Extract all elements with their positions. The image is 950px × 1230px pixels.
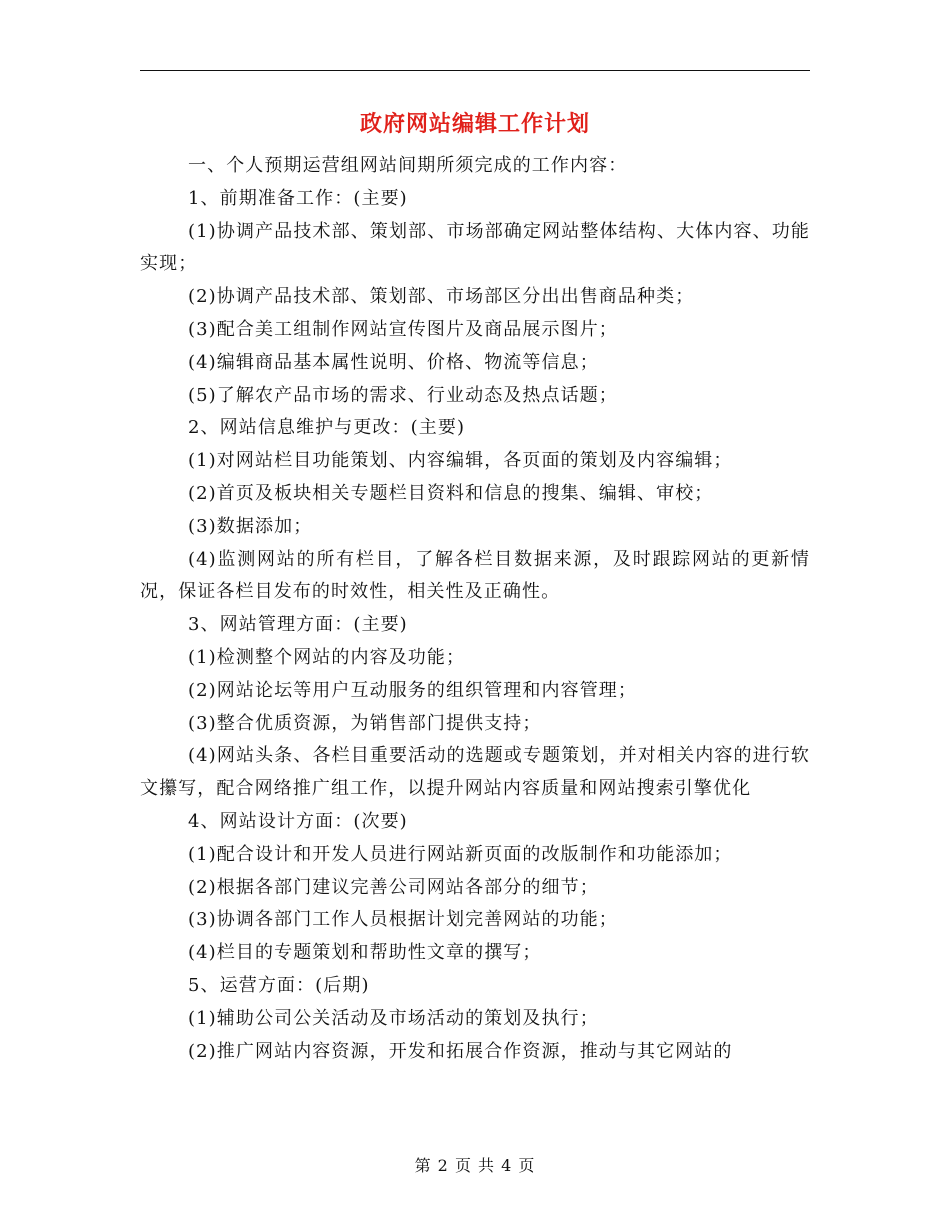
subsection-heading: 4、网站设计方面：(次要): [188, 810, 408, 832]
total-page-count: 4: [501, 1156, 513, 1175]
list-item: (2)协调产品技术部、策划部、市场部区分出出售商品种类；: [188, 286, 695, 308]
list-item: (3)数据添加；: [188, 515, 313, 537]
list-item: (1)辅助公司公关活动及市场活动的策划及执行；: [188, 1007, 599, 1029]
list-item: (4)网站头条、各栏目重要活动的选题或专题策划，并对相关内容的进行软文攥写，配合网络推广组工作，以提升网站内容质量和网站搜索引擎优化: [140, 745, 810, 800]
list-item: (3)配合美工组制作网站宣传图片及商品展示图片；: [188, 318, 618, 340]
list-item: (2)首页及板块相关专题栏目资料和信息的搜集、编辑、审校；: [188, 482, 714, 504]
list-item: (4)栏目的专题策划和帮助性文章的撰写；: [188, 942, 542, 964]
list-item: (5)了解农产品市场的需求、行业动态及热点话题；: [188, 384, 618, 406]
list-item: (2)根据各部门建议完善公司网站各部分的细节；: [188, 876, 599, 898]
list-item: (3)整合优质资源，为销售部门提供支持；: [188, 712, 542, 734]
document-title: 政府网站编辑工作计划: [359, 111, 590, 137]
list-item: (2)网站论坛等用户互动服务的组织管理和内容管理；: [188, 679, 637, 701]
page-footer: [0, 1154, 950, 1178]
header-rule: [140, 70, 810, 71]
current-page-number: 2: [437, 1156, 449, 1175]
list-item: (1)检测整个网站的内容及功能；: [188, 646, 466, 668]
document-body: [140, 150, 810, 1068]
list-item: (1)对网站栏目功能策划、内容编辑，各页面的策划及内容编辑；: [188, 450, 733, 472]
subsection-heading: 2、网站信息维护与更改：(主要): [188, 417, 466, 439]
list-item: (3)协调各部门工作人员根据计划完善网站的功能；: [188, 909, 618, 931]
list-item: (4)编辑商品基本属性说明、价格、物流等信息；: [188, 351, 599, 373]
list-item: (2)推广网站内容资源，开发和拓展合作资源，推动与其它网站的: [188, 1040, 733, 1062]
footer-suffix: 页: [518, 1156, 536, 1175]
section-heading: 一、个人预期运营组网站间期所须完成的工作内容：: [188, 155, 628, 176]
subsection-heading: 1、前期准备工作：(主要): [188, 187, 408, 209]
list-item: (1)配合设计和开发人员进行网站新页面的改版制作和功能添加；: [188, 843, 733, 865]
list-item: (4)监测网站的所有栏目，了解各栏目数据来源，及时跟踪网站的更新情况，保证各栏目发布的时效性，相关性及正确性。: [140, 548, 810, 603]
footer-prefix: 第: [414, 1156, 432, 1175]
subsection-heading: 5、运营方面：(后期): [188, 974, 370, 996]
subsection-heading: 3、网站管理方面：(主要): [188, 614, 408, 636]
list-item: (1)协调产品技术部、策划部、市场部确定网站整体结构、大体内容、功能实现；: [140, 220, 810, 275]
footer-middle: 页 共: [454, 1156, 496, 1175]
